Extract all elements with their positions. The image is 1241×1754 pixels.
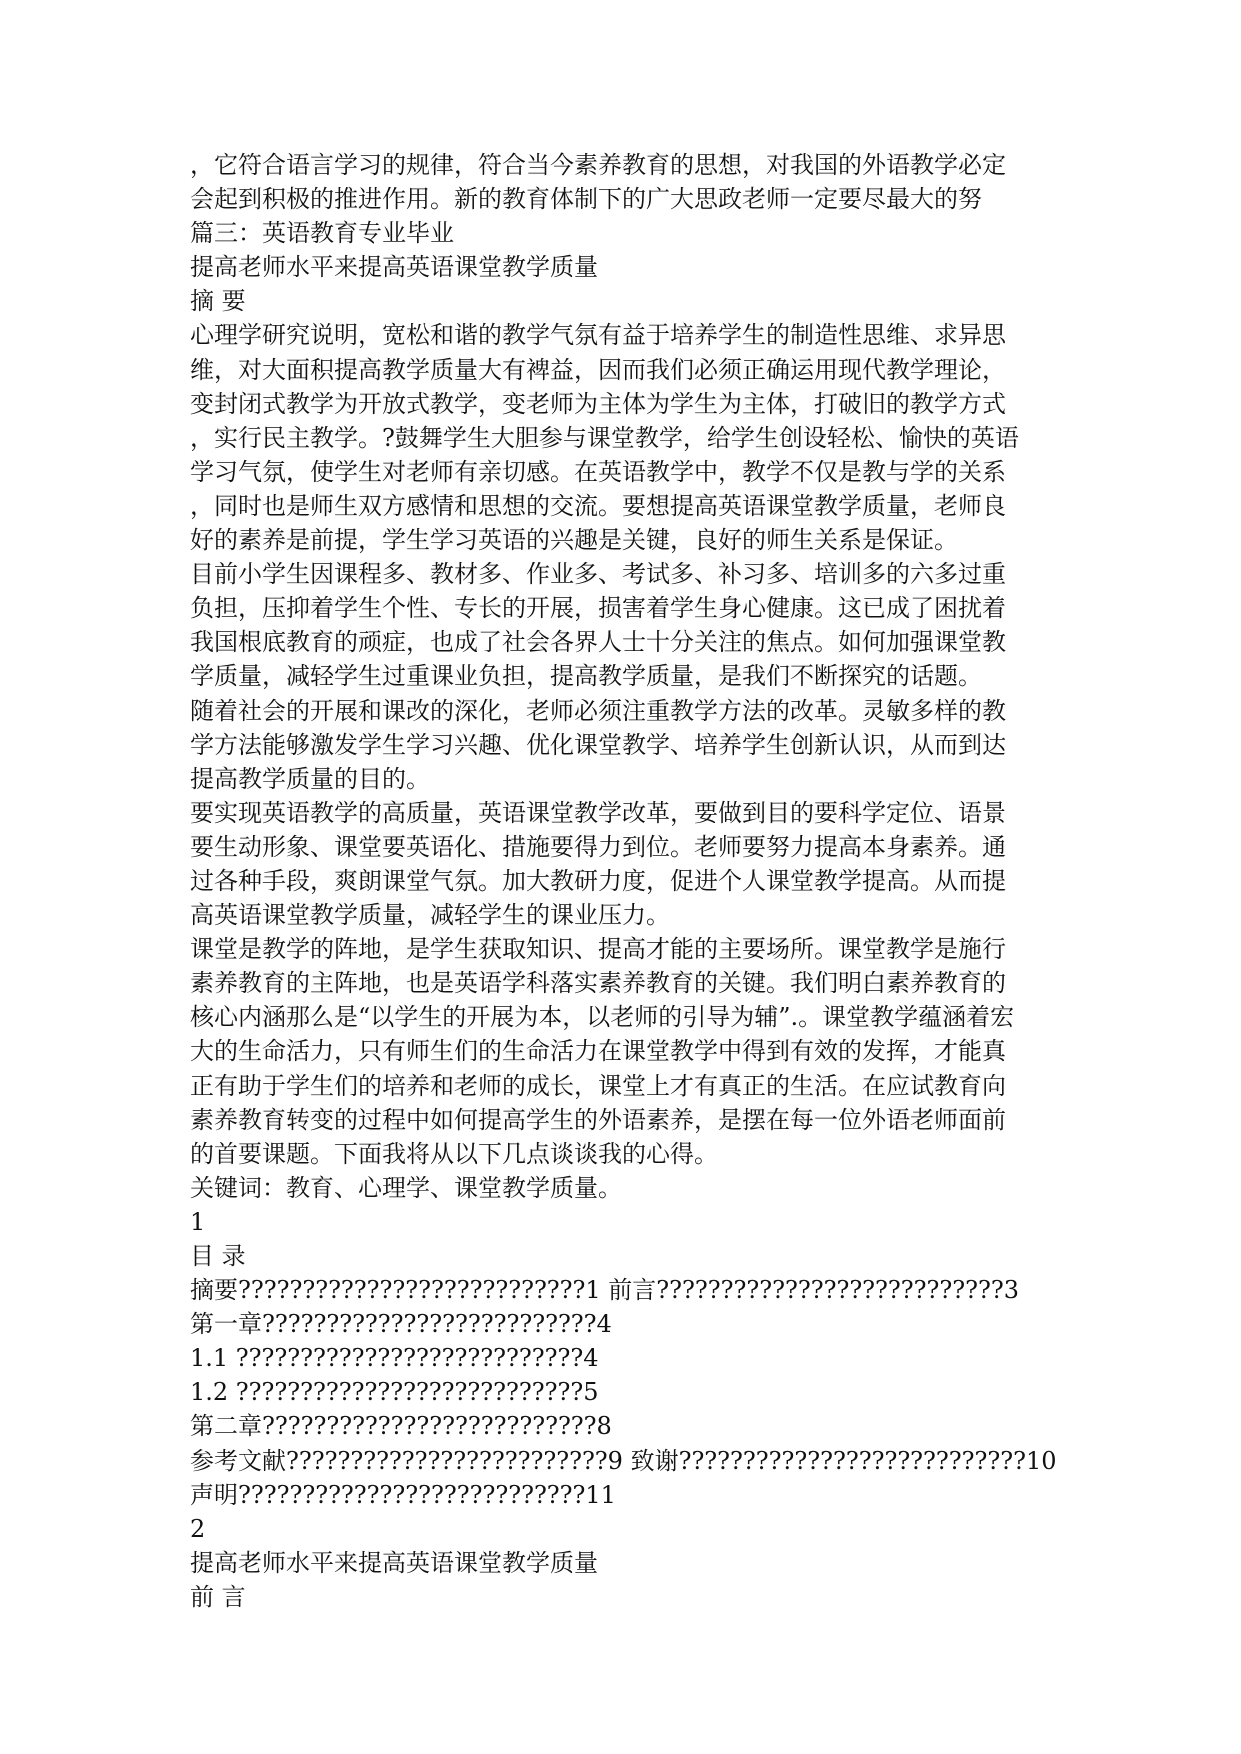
text-line: 声明???????????????????????????11 xyxy=(190,1480,616,1509)
text-line: 维，对大面积提高教学质量大有裨益，因而我们必须正确运用现代教学理论， xyxy=(190,355,1006,384)
text-line: 课堂是教学的阵地，是学生获取知识、提高才能的主要场所。课堂教学是施行 xyxy=(190,935,1006,964)
text-line: 的首要课题。下面我将从以下几点谈谈我的心得。 xyxy=(190,1139,718,1168)
text-line: 高英语课堂教学质量，减轻学生的课业压力。 xyxy=(190,901,670,930)
text-line: 提高老师水平来提高英语课堂教学质量 xyxy=(190,253,598,282)
text-line: 前 言 xyxy=(190,1582,246,1611)
text-line: 负担，压抑着学生个性、专长的开展，损害着学生身心健康。这已成了困扰着 xyxy=(190,594,1006,623)
text-line: 变封闭式教学为开放式教学，变老师为主体为学生为主体，打破旧的教学方式 xyxy=(190,389,1006,418)
document-body xyxy=(190,148,1070,1614)
text-line: 篇三：英语教育专业毕业 xyxy=(190,219,454,248)
text-line: 关键词：教育、心理学、课堂教学质量。 xyxy=(190,1173,622,1202)
text-line: 过各种手段，爽朗课堂气氛。加大教研力度，促进个人课堂教学提高。从而提 xyxy=(190,866,1006,895)
text-line: 我国根底教育的顽症，也成了社会各界人士十分关注的焦点。如何加强课堂教 xyxy=(190,628,1006,657)
text-line: 1 xyxy=(190,1207,206,1236)
text-line: 目前小学生因课程多、教材多、作业多、考试多、补习多、培训多的六多过重 xyxy=(190,560,1006,589)
text-line: 提高老师水平来提高英语课堂教学质量 xyxy=(190,1548,598,1577)
text-line: ，它符合语言学习的规律，符合当今素养教育的思想，对我国的外语教学必定 xyxy=(190,151,1006,179)
text-line: 摘要???????????????????????????1 前言???????????????????????????3 xyxy=(190,1276,1019,1305)
text-line: 学习气氛，使学生对老师有亲切感。在英语教学中，教学不仅是教与学的关系 xyxy=(190,457,1006,486)
text-line: 核心内涵那么是“以学生的开展为本，以老师的引导为辅”.。课堂教学蕴涵着宏 xyxy=(190,1003,1015,1032)
text-line: 摘 要 xyxy=(190,287,246,316)
text-line: 学质量，减轻学生过重课业负担，提高教学质量，是我们不断探究的话题。 xyxy=(190,662,982,691)
text-line: 随着社会的开展和课改的深化，老师必须注重教学方法的改革。灵敏多样的教 xyxy=(190,696,1006,725)
text-line: 2 xyxy=(190,1514,206,1543)
text-line: ，同时也是师生双方感情和思想的交流。要想提高英语课堂教学质量，老师良 xyxy=(190,491,1006,520)
text-line: 心理学研究说明，宽松和谐的教学气氛有益于培养学生的制造性思维、求异思 xyxy=(190,321,1006,350)
text-line: 要生动形象、课堂要英语化、措施要得力到位。老师要努力提高本身素养。通 xyxy=(190,832,1006,861)
text-line: 第一章??????????????????????????4 xyxy=(190,1310,612,1339)
text-line: 会起到积极的推进作用。新的教育体制下的广大思政老师一定要尽最大的努 xyxy=(190,185,982,214)
text-line: 第二章??????????????????????????8 xyxy=(190,1412,612,1441)
text-line: 正有助于学生们的培养和老师的成长，课堂上才有真正的生活。在应试教育向 xyxy=(190,1071,1006,1100)
text-line: 目 录 xyxy=(190,1242,246,1270)
text-line: ，实行民主教学。?鼓舞学生大胆参与课堂教学，给学生创设轻松、愉快的英语 xyxy=(190,423,1019,452)
text-line: 大的生命活力，只有师生们的生命活力在课堂教学中得到有效的发挥，才能真 xyxy=(190,1037,1006,1066)
text-line: 1.2 ???????????????????????????5 xyxy=(190,1378,599,1407)
text-line: 素养教育转变的过程中如何提高学生的外语素养，是摆在每一位外语老师面前 xyxy=(190,1105,1006,1134)
text-line: 提高教学质量的目的。 xyxy=(190,764,430,793)
text-line: 要实现英语教学的高质量，英语课堂教学改革，要做到目的要科学定位、语景 xyxy=(190,798,1006,827)
text-line: 好的素养是前提，学生学习英语的兴趣是关键，良好的师生关系是保证。 xyxy=(190,526,958,555)
text-line: 参考文献?????????????????????????9 致谢???????????????????????????10 xyxy=(190,1446,1057,1475)
text-line: 学方法能够激发学生学习兴趣、优化课堂教学、培养学生创新认识，从而到达 xyxy=(190,730,1006,759)
text-line: 素养教育的主阵地，也是英语学科落实素养教育的关键。我们明白素养教育的 xyxy=(190,969,1006,998)
text-line: 1.1 ???????????????????????????4 xyxy=(190,1344,599,1373)
